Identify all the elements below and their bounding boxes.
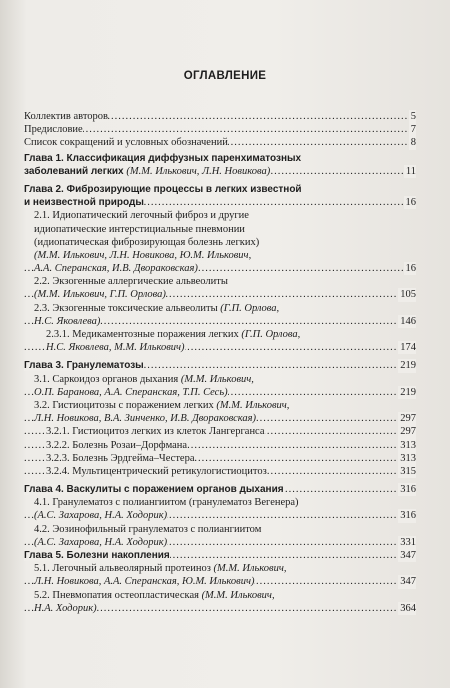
page-number: 331: [400, 536, 416, 548]
page-number: 347: [400, 576, 416, 588]
page-number: 297: [400, 426, 416, 438]
toc-entry-3-2-1[interactable]: ..... 3.2.1. Гистиоцитоз легких из клеток Лангерганса 297: [24, 425, 416, 438]
chapter-1-heading[interactable]: Глава 1. Классификация диффузных паренхиматозных: [24, 152, 302, 164]
chapter-4-heading[interactable]: ..... Глава 4. Васкулиты с поражением органов дыхания 316: [24, 483, 416, 496]
toc-entry-4-2[interactable]: 4.2. Эозинофильный гранулематоз с полиангиитом: [34, 523, 262, 535]
chapter-1-heading-cont[interactable]: ..... заболеваний легких (М.М. Илькович, Л.Н. Новикова) 11: [24, 165, 416, 178]
toc-entry-abbreviations[interactable]: ..... Список сокращений и условных обозначений 8: [24, 136, 416, 149]
page-number: 315: [400, 465, 416, 477]
chapter-3-heading[interactable]: ..... Глава 3. Гранулематозы 219: [24, 359, 416, 372]
toc-entry-4-1[interactable]: 4.1. Гранулематоз с полиангиитом (гранулематоз Вегенера): [34, 497, 299, 509]
toc-entry-2-3[interactable]: 2.3. Экзогенные токсические альвеолиты (Г.П. Орлова,: [34, 302, 280, 314]
page-number: 105: [400, 289, 416, 301]
page-number: 364: [400, 602, 416, 614]
page-number: 16: [405, 263, 416, 275]
page-number: 174: [400, 342, 416, 354]
chapter-2-heading-cont[interactable]: ..... и неизвестной природы 16: [24, 196, 416, 209]
toc-entry-authors[interactable]: ..... Коллектив авторов 5: [24, 110, 416, 123]
toc-entry-3-1[interactable]: 3.1. Саркоидоз органов дыхания (М.М. Илькович,: [34, 373, 254, 385]
page-title: ОГЛАВЛЕНИЕ: [183, 70, 267, 82]
page-number: 297: [400, 413, 416, 425]
page-number: 7: [410, 124, 416, 136]
toc-entry-3-2-4[interactable]: ..... 3.2.4. Мультицентрический ретикулогистиоцитоз 315: [24, 465, 416, 478]
page-number: 11: [405, 165, 416, 177]
toc-entry-2-1[interactable]: 2.1. Идиопатический легочный фиброз и другие: [34, 210, 249, 222]
chapter-5-heading[interactable]: ..... Глава 5. Болезни накопления 347: [24, 549, 416, 562]
page-number: 316: [400, 510, 416, 522]
toc-entry-5-1[interactable]: 5.1. Легочный альвеолярный протеиноз (М.М. Илькович,: [34, 563, 287, 575]
toc-entry-2-2[interactable]: 2.2. Экзогенные аллергические альвеолиты: [34, 276, 228, 288]
page-number: 219: [400, 386, 416, 398]
page-number: 8: [410, 137, 416, 149]
toc-entry-preface[interactable]: ..... Предисловие 7: [24, 123, 416, 136]
page-number: 347: [400, 550, 416, 561]
table-of-contents: ..... Коллектив авторов 5 ..... Предисловие 7 ..... Список сокращений и условных обозначений 8 Глава 1. Классификация диффузных паренхиматозных ..... заболеваний легких (М.М. Илькович, Л.Н. Новикова) 11 Глава 2. Фиброзирующие процессы в легких известной ..... и неизвестной природы 16 2.1. Идиопатический легочный фиброз и другие идиопатические интерстициальные пневмонии (идиопатическая фиброзирующая болезнь легких) (М.М. Илькович, Л.Н. Новикова, Ю.М. Илькович, ..... А.А. Сперанская, И.В. Дворaковская) 16 2.2. Экзогенные аллергические альвеолиты ..... (М.М. Илькович, Г.П. Орлова) 105 2.3. Экзогенные токсические альвеолиты (Г.П. Орлова, ..... Н.С. Яковлева) 146 2.3.1. Медикаментозные поражения легких (Г.П. Орлова, ..... Н.С. Яковлева, М.М. Илькович) 174 ..... Глава 3. Гранулематозы 219 3.1. Саркоидоз органов дыхания (М.М. Илькович, ..... О.П. Баранова, А.А. Сперанская, Т.П. Сесь) 219 3.2. Гистиоцитозы с поражением легких (М.М. Илькович, ..... Л.Н. Новикова, В.А. Зинченко, И.В. Двораковская) 297 ..... 3.2.1. Гистиоцитоз легких из клеток Лангерганса 297 ..... 3.2.2. Болезнь Розаи–Дорфмана 313 ..... 3.2.3. Болезнь Эрдгейма–Честера 313 ..... 3.2.4. Мультицентрический ретикулогистиоцитоз 315 ..... Глава 4. Васкулиты с поражением органов дыхания 316 4.1. Гранулематоз с полиангиитом (гранулематоз Вегенера) ..... (А.С. Захарова, Н.А. Ходорик) 316 4.2. Эозинофильный гранулематоз с полиангиитом ..... (А.С. Захарова, Н.А. Ходорик) 331 ..... Глава 5. Болезни накопления 347 5.1. Легочный альвеолярный протеиноз (М.М. Илькович, ..... Л.Н. Новикова, А.А. Сперанская, Ю.М. Илькович) 347 5.2. Пневмопатия остеопластическая (М.М. Илькович, ..... Н.А. Ходорик) 364: [24, 110, 416, 615]
toc-entry-5-2[interactable]: 5.2. Пневмопатия остеопластическая (М.М. Илькович,: [34, 589, 275, 601]
page-number: 316: [400, 484, 416, 496]
toc-entry-3-2[interactable]: 3.2. Гистиоцитозы с поражением легких (М.М. Илькович,: [34, 399, 290, 411]
toc-entry-3-2-3[interactable]: ..... 3.2.3. Болезнь Эрдгейма–Честера 313: [24, 452, 416, 465]
toc-entry-2-3-1[interactable]: 2.3.1. Медикаментозные поражения легких (Г.П. Орлова,: [46, 329, 301, 340]
chapter-2-heading[interactable]: Глава 2. Фиброзирующие процессы в легких известной: [24, 183, 302, 195]
page-number: 146: [400, 315, 416, 327]
page-number: 16: [405, 197, 416, 209]
toc-entry-3-2-2[interactable]: ..... 3.2.2. Болезнь Розаи–Дорфмана 313: [24, 439, 416, 452]
page-number: 219: [400, 360, 416, 372]
page-number: 313: [400, 452, 416, 464]
page-number: 313: [400, 439, 416, 451]
page-number: 5: [410, 111, 416, 122]
